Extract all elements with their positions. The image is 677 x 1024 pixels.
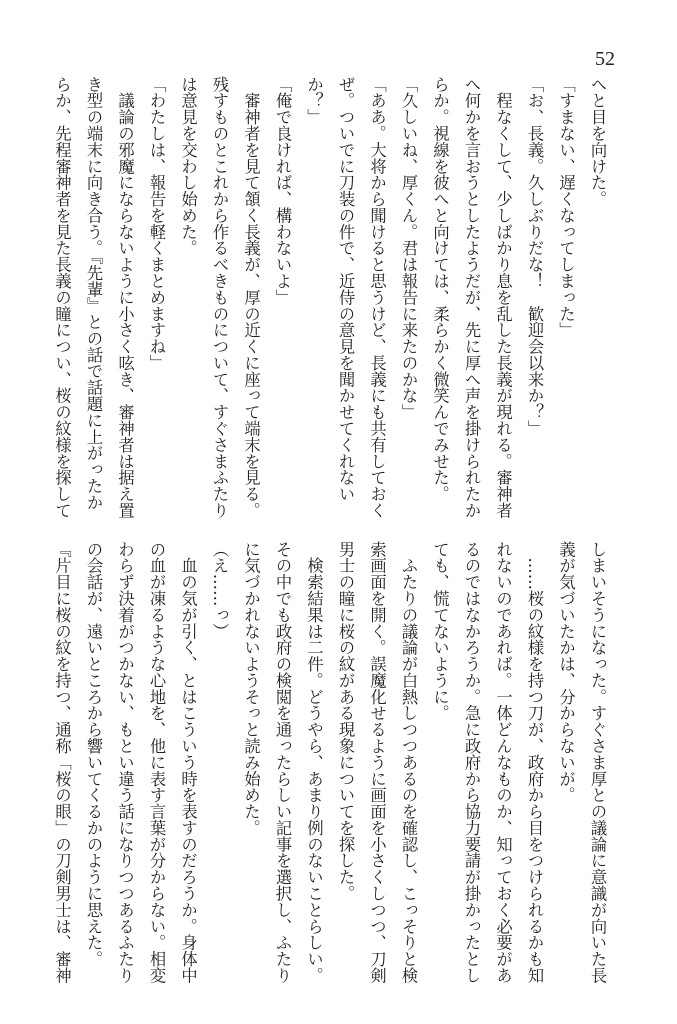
text-line: 義が気づいたかは、分からないが。: [556, 541, 576, 804]
text-line: 『片目に桜の紋を持つ、通称「桜の眼」の刀剣男士は、審神: [52, 541, 72, 984]
text-line: （え……っ）: [210, 541, 229, 640]
text-line: ……桜の紋様を持つ刀が、政府から目をつけられるかも知: [525, 541, 544, 984]
text-line: 「俺で良ければ、構わないよ」: [273, 76, 292, 306]
text-line: へ何かを言おうとしたようだが、先に厚へ声を掛けられたか: [462, 76, 481, 519]
text-line: しまいそうになった。すぐさま厚との議論に意識が向いた長: [588, 541, 607, 984]
text-line: へと目を向けた。: [588, 76, 607, 208]
text-line: 索画面を開く。誤魔化せるように画面を小さくしつつ、刀剣: [367, 541, 387, 984]
text-line: その中でも政府の検閲を通ったらしい記事を選択し、ふたり: [273, 541, 292, 984]
text-line: き型の端末に向き合う。『先輩』との話で話題に上がったか: [84, 76, 103, 511]
page-number: 52: [595, 48, 615, 70]
text-line: か？」: [304, 76, 324, 126]
text-line: わらず決着がつかない、もとい違う話になりつつあるふたり: [115, 541, 135, 984]
text-line: ぜ。ついでに刀装の件で、近侍の意見を聞かせてくれない: [336, 76, 355, 503]
text-line: 「久しいね、厚くん。君は報告に来たのかな」: [399, 76, 418, 421]
text-block-top: [46, 76, 613, 519]
text-line: 検索結果は二件。どうやら、あまり例のないことらしい。: [304, 541, 324, 984]
text-line: に気づかれないようそっと読み始めた。: [241, 541, 261, 837]
text-line: 血の気が引く、とはこういう時を表すのだろうか。身体中: [178, 541, 198, 984]
text-line: れないのであれば。一体どんなものか、知っておく必要があ: [493, 541, 513, 984]
text-line: 程なくして、少しばかり息を乱した長義が現れる。審神者: [493, 76, 513, 519]
text-line: 残すものとこれから作るべきものについて、すぐさまふたり: [210, 76, 229, 519]
text-line: ても、慌てないように。: [430, 541, 450, 722]
text-block-bottom: [46, 541, 613, 984]
text-line: は意見を交わし始めた。: [178, 76, 198, 257]
text-line: 「わたしは、報告を軽くまとめますね」: [147, 76, 166, 372]
text-line: るのではなかろうか。急に政府から協力要請が掛かったとし: [462, 541, 481, 984]
text-line: 議論の邪魔にならないように小さく呟き、審神者は据え置: [115, 76, 135, 519]
text-line: 審神者を見て頷く長義が、厚の近くに座って端末を見る。: [241, 76, 261, 519]
text-line: らか、先程審神者を見た長義の瞳につい、桜の紋様を探して: [52, 76, 72, 519]
text-line: の血が凍るような心地を、他に表す言葉が分からない。相変: [147, 541, 166, 984]
text-line: の会話が、遠いところから響いてくるかのように思えた。: [84, 541, 103, 968]
text-line: 「お、長義。久しぶりだな！ 歓迎会以来か？」: [525, 76, 544, 437]
text-line: 「すまない、遅くなってしまった」: [556, 76, 576, 339]
text-line: ふたりの議論が白熱しつつあるのを確認し、こっそりと検: [399, 541, 418, 984]
text-line: 「ああ。大将から聞けると思うけど、長義にも共有しておく: [367, 76, 387, 519]
text-line: らか。視線を彼へと向けては、柔らかく微笑んでみせた。: [430, 76, 450, 503]
text-line: 男士の瞳に桜の紋がある現象についてを探した。: [336, 541, 355, 902]
